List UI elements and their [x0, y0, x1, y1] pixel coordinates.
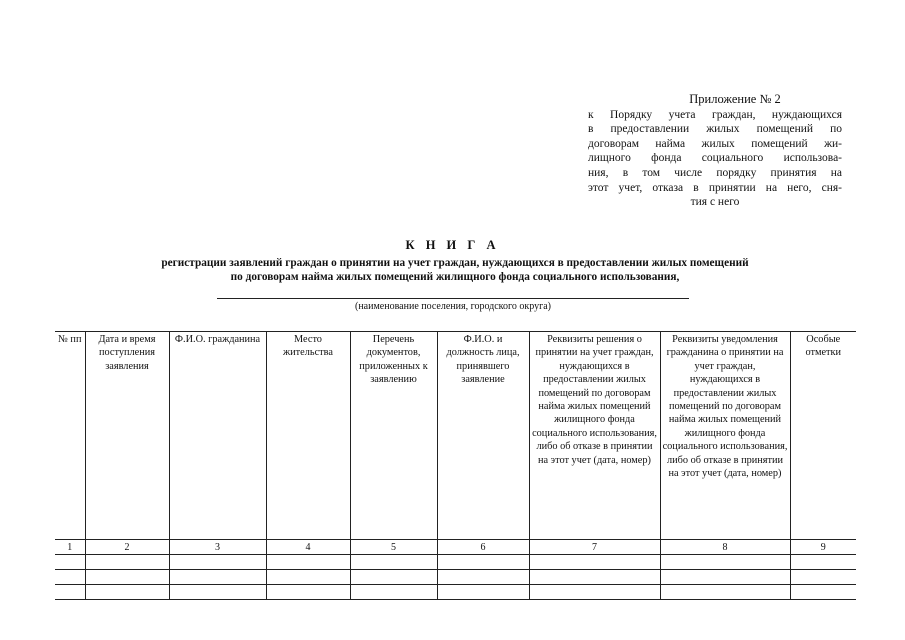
appendix-heading: Приложение № 2	[689, 92, 781, 106]
column-header: Особые отметки	[790, 332, 856, 540]
table-cell	[55, 570, 85, 585]
column-number: 5	[350, 540, 437, 555]
table-cell	[790, 585, 856, 600]
document-title: К Н И Г А	[405, 238, 500, 252]
table-cell	[55, 555, 85, 570]
table-cell	[266, 570, 350, 585]
empty-table-row	[55, 555, 856, 570]
appendix-line: этот учет, отказа в принятии на него, сня-	[588, 181, 842, 194]
table-cell	[437, 570, 529, 585]
table-cell	[169, 555, 266, 570]
column-number: 3	[169, 540, 266, 555]
column-number: 2	[85, 540, 169, 555]
empty-table-row	[55, 570, 856, 585]
column-header: Реквизиты решения о принятии на учет граждан, нуждающихся в предоставлении жилых помещений по договорам найма жилых помещений жилищного фонда социального использования, либо об отказе в принятии на этот учет (дата, номер)	[529, 332, 660, 540]
column-header: Ф.И.О. и должность лица, принявшего заявление	[437, 332, 529, 540]
appendix-line: к Порядку учета граждан, нуждающихся	[588, 108, 842, 121]
column-header: Место жительства	[266, 332, 350, 540]
table-header-row	[55, 332, 856, 540]
column-number: 9	[790, 540, 856, 555]
column-number-row	[55, 540, 856, 555]
column-number: 1	[55, 540, 85, 555]
column-header: Ф.И.О. гражданина	[169, 332, 266, 540]
table-cell	[169, 570, 266, 585]
table-cell	[85, 585, 169, 600]
table-cell	[790, 555, 856, 570]
table-cell	[85, 570, 169, 585]
table-cell	[85, 555, 169, 570]
column-header: Перечень документов, приложенных к заявлению	[350, 332, 437, 540]
table-cell	[529, 570, 660, 585]
appendix-line: тия с него	[690, 196, 740, 209]
table-cell	[169, 585, 266, 600]
appendix-line: лищного фонда социального использова-	[588, 152, 842, 165]
settlement-blank-line	[217, 298, 689, 299]
table-cell	[660, 585, 790, 600]
appendix-line: договорам найма жилых помещений жи-	[588, 137, 842, 150]
column-header: Реквизиты уведомления гражданина о принятии на учет граждан, нуждающихся в предоставлении жилых помещений по договорам найма жилых помещений жилищного фонда социального использования, либо об отказе в принятии на этот учет (дата, номер)	[660, 332, 790, 540]
column-header: Дата и время поступления заявления	[85, 332, 169, 540]
table-cell	[437, 555, 529, 570]
table-cell	[437, 585, 529, 600]
appendix-line: в предоставлении жилых помещений по	[588, 123, 842, 136]
table-cell	[790, 570, 856, 585]
subtitle-line: регистрации заявлений граждан о принятии на учет граждан, нуждающихся в предоставлении жилых помещений	[161, 257, 749, 269]
appendix-line: ния, в том числе порядку принятия на	[588, 166, 842, 179]
registration-table	[55, 331, 856, 600]
column-number: 7	[529, 540, 660, 555]
column-number: 4	[266, 540, 350, 555]
empty-table-row	[55, 585, 856, 600]
subtitle-line: по договорам найма жилых помещений жилищного фонда социального использования,	[230, 271, 680, 283]
table-cell	[350, 570, 437, 585]
table-cell	[350, 585, 437, 600]
column-number: 8	[660, 540, 790, 555]
settlement-caption: (наименование поселения, городского округа)	[355, 301, 551, 312]
table-cell	[660, 555, 790, 570]
document-subtitle	[60, 256, 850, 284]
table-cell	[529, 585, 660, 600]
column-header: № пп	[55, 332, 85, 540]
column-number: 6	[437, 540, 529, 555]
table-cell	[266, 585, 350, 600]
table-cell	[266, 555, 350, 570]
table-cell	[350, 555, 437, 570]
table-cell	[660, 570, 790, 585]
table-cell	[55, 585, 85, 600]
appendix-note	[588, 92, 842, 210]
table-cell	[529, 555, 660, 570]
